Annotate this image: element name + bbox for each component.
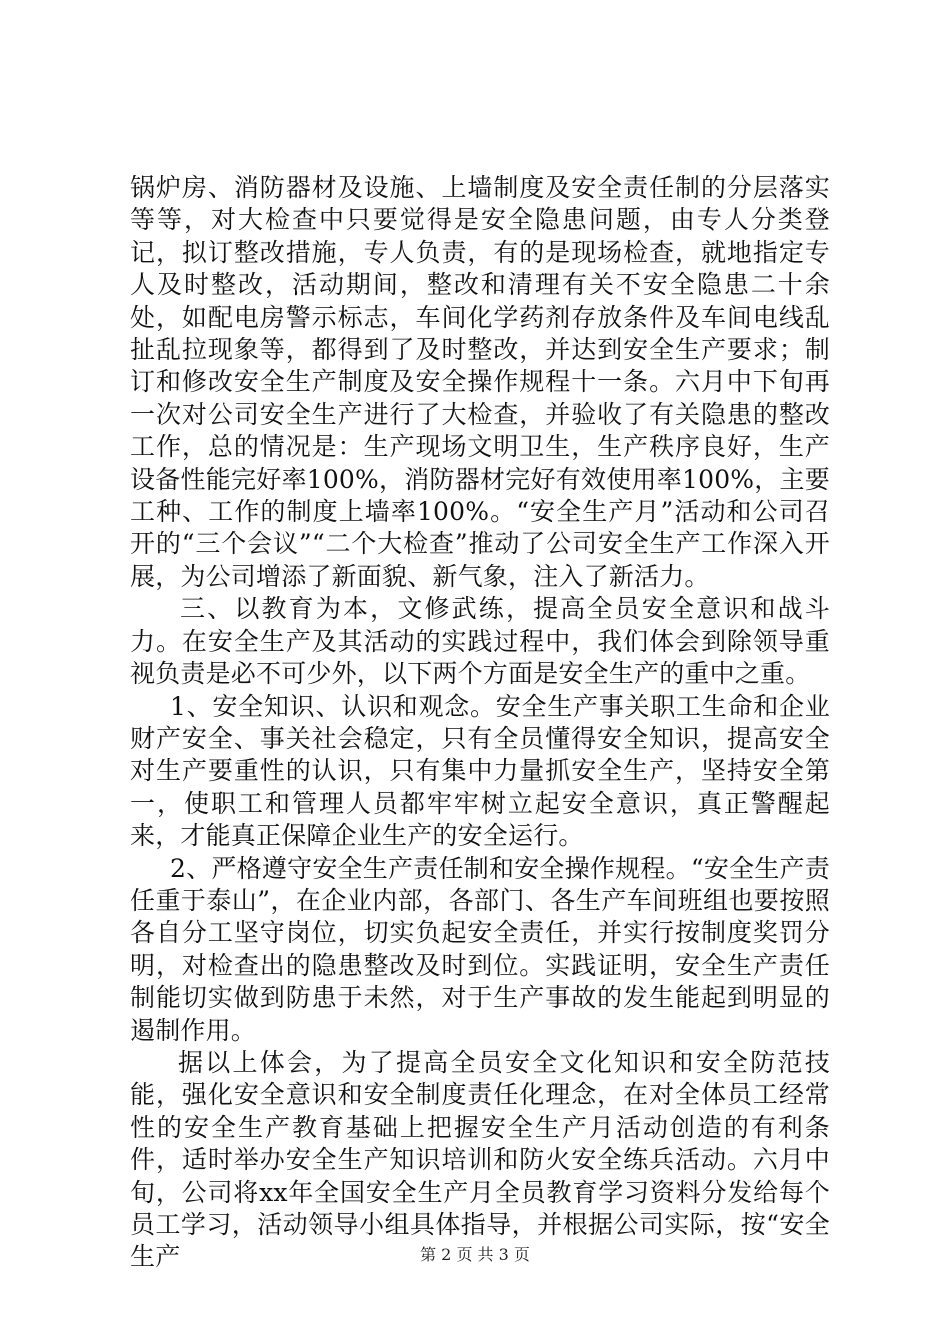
paragraph-responsibility-system: 2、严格遵守安全生产责任制和安全操作规程。“安全生产责任重于泰山”，在企业内部，各部门、各生产车间班组也要按照各自分工坚守岗位，切实负起安全责任，并实行按制度奖罚分明，对检查出的隐患整改及时到位。实践证明，安全生产责任制能切实做到防患于未然，对于生产事故的发生能起到明显的遏制作用。 (130, 853, 830, 1045)
document-body (130, 172, 830, 1274)
paragraph-training-activities: 据以上体会，为了提高全员安全文化知识和安全防范技能，强化安全意识和安全制度责任化理念，在对全体员工经常性的安全生产教育基础上把握安全生产月活动创造的有利条件，适时举办安全生产知识培训和防火安全练兵活动。六月中旬，公司将xx年全国安全生产月全员教育学习资料分发给每个员工学习，活动领导小组具体指导，并根据公司实际，按“安全生产 (130, 1047, 830, 1272)
paragraph-safety-knowledge: 1、安全知识、认识和观念。安全生产事关职工生命和企业财产安全、事关社会稳定，只有全员懂得安全知识，提高安全对生产要重性的认识，只有集中力量抓安全生产，坚持安全第一，使职工和管理人员都牢牢树立起安全意识，真正警醒起来，才能真正保障企业生产的安全运行。 (130, 691, 830, 851)
paragraph-inspection-results: 锅炉房、消防器材及设施、上墙制度及安全责任制的分层落实等等，对大检查中只要觉得是安全隐患问题，由专人分类登记，拟订整改措施，专人负责，有的是现场检查，就地指定专人及时整改，活动期间，整改和清理有关不安全隐患二十余处，如配电房警示标志，车间化学药剂存放条件及车间电线乱扯乱拉现象等，都得到了及时整改，并达到安全生产要求；制订和修改安全生产制度及安全操作规程十一条。六月中下旬再一次对公司安全生产进行了大检查，并验收了有关隐患的整改工作，总的情况是：生产现场文明卫生，生产秩序良好，生产设备性能完好率100%，消防器材完好有效使用率100%，主要工种、工作的制度上墙率100%。“安全生产月”活动和公司召开的“三个会议”“二个大检查”推动了公司安全生产工作深入开展，为公司增添了新面貌、新气象，注入了新活力。 (130, 173, 830, 591)
page-number-footer: 第 2 页 共 3 页 (420, 1245, 530, 1264)
paragraph-section-three-heading: 三、以教育为本，文修武练，提高全员安全意识和战斗力。在安全生产及其活动的实践过程中，我们体会到除领导重视负责是必不可少外，以下两个方面是安全生产的重中之重。 (130, 594, 830, 689)
